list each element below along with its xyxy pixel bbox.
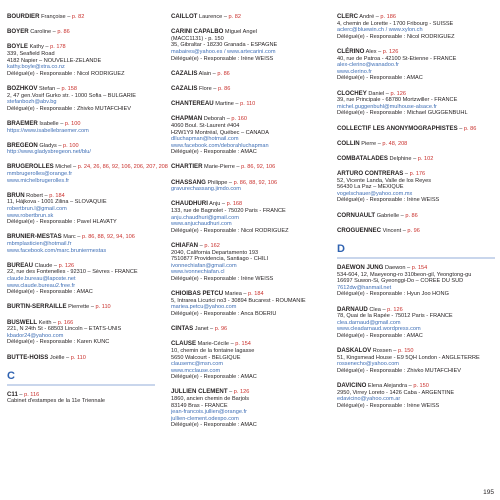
entry-pages: p. 100 xyxy=(63,142,79,149)
entry-detail-line: 11, Hájkova - 1001 Zilina – SLOVAQUIE xyxy=(7,199,107,206)
entry-contact-link[interactable]: claude.bureau@laposte.net xyxy=(7,275,76,282)
entry-given-name: Deborah xyxy=(203,116,226,123)
entry-pages: p. 86, 88, 92, 106 xyxy=(233,179,278,186)
entry-detail-line: 7510877 Providencia, Santiago - CHILI xyxy=(171,256,269,263)
entry-given-name: Delphine xyxy=(389,155,412,162)
entry-detail-line: Délégué(e) - Responsable : AMAC xyxy=(7,289,93,296)
entry-detail-line: 5, Intrarea Licurici no3 - 30894 Bucarest - ROUMANIE xyxy=(171,297,306,304)
entry-surname: BUSWELL xyxy=(7,318,38,326)
entry-contact-link[interactable]: dlluchapman@hotmail.com xyxy=(171,136,239,143)
entry-heading: BRUN Robert – p. 184 xyxy=(7,191,65,199)
entry-pages: p. 116 xyxy=(24,391,40,398)
entry-surname: COLLECTIF LES ANONYMOGRAPHISTES xyxy=(337,124,458,132)
entry-given-name: Philippe xyxy=(207,179,228,186)
entry-pages: p. 184 xyxy=(49,192,65,199)
index-entry xyxy=(7,86,155,112)
entry-detail-line: 4, chemin de Lorette - 1700 Fribourg - SUISSE xyxy=(337,20,454,27)
entry-heading: BUSWELL Keith – p. 166 xyxy=(7,318,74,326)
index-entry xyxy=(7,14,155,21)
entry-pages: p. 126 xyxy=(382,48,399,55)
index-entry xyxy=(7,121,155,134)
entry-given-name: Françoise xyxy=(41,14,66,20)
entry-detail-line: Délégué(e) - Responsable : Hyun Joo HONG xyxy=(337,291,449,298)
entry-pages: p. 86 xyxy=(405,212,418,219)
entry-heading: BUTTE-HOISS Joëlle – p. 110 xyxy=(7,353,86,361)
entry-surname: DAEWON JUNG xyxy=(337,264,384,271)
entry-surname: DARNAUD xyxy=(337,305,368,313)
entry-surname: DAVICINO xyxy=(337,382,367,390)
entry-contact-link[interactable]: clea.darnaud@gmail.com xyxy=(337,319,401,326)
entry-given-name: Claude xyxy=(34,262,53,269)
entry-detail-line: Délégué(e) - Responsable : AMAC xyxy=(337,332,423,339)
entry-contact-link[interactable]: kbador24@yahoo.com xyxy=(7,332,64,339)
entry-pages: p. 154 xyxy=(411,265,428,271)
entry-surname: DASKALOV xyxy=(337,347,372,355)
entry-given-name: Michel xyxy=(55,164,72,171)
entry-contact-link[interactable]: ivonnechiafan@gmail.com xyxy=(171,262,237,269)
section-divider xyxy=(337,257,495,259)
entry-heading: BOYLE Kathy – p. 178 xyxy=(7,43,66,51)
entry-heading: BRUNIER-MESTAS Marc – p. 86, 88, 92, 94, 106 xyxy=(7,233,135,241)
entry-contact-link[interactable]: mariea.petcu@yahoo.com xyxy=(171,304,237,311)
entry-pages: p. 24, 26, 86, 92, 106, 206, 207, 208 xyxy=(77,164,168,171)
index-entry xyxy=(337,141,495,148)
entry-heading: COLLIN Pierre – p. 48, 208 xyxy=(337,139,408,147)
entry-surname: ARTURO CONTRERAS xyxy=(337,170,404,178)
entry-detail-line: Délégué(e) - Responsable : AMAC xyxy=(171,149,257,156)
entry-pages: p. 96 xyxy=(214,326,228,333)
entry-surname: BOURDIER xyxy=(7,13,40,20)
entry-contact-link[interactable]: stefanbozh@abv.bg xyxy=(7,99,57,106)
entry-contact-link[interactable]: gravurechassang.jimdo.com xyxy=(171,186,241,193)
entry-pages: p. 86, 88, 92, 94, 106 xyxy=(81,234,135,241)
index-entry xyxy=(7,320,155,346)
entry-contact-link[interactable]: www.robertbrun.sk xyxy=(7,212,54,219)
entry-surname: BRUN xyxy=(7,191,25,199)
entry-heading: BURTIN-SERRAILLE Pierrette – p. 110 xyxy=(7,303,111,311)
section-letter: D xyxy=(337,243,345,255)
entry-contact-link[interactable]: www.claude.bureau2.free.fr xyxy=(7,282,76,289)
entry-pages: p. 110 xyxy=(70,354,86,361)
entry-heading: BRUGEROLLES Michel – p. 24, 26, 86, 92, 106, 206, 207, 208 xyxy=(7,163,168,171)
entry-detail-line: 83149 Bras - FRANCE xyxy=(171,402,228,409)
index-entry xyxy=(7,44,155,77)
entry-surname: CORNUAULT xyxy=(337,211,376,219)
entry-detail-line: 4060 Boul. St-Laurent #404 xyxy=(171,122,240,129)
entry-heading: CORNUAULT Gabrielle – p. 86 xyxy=(337,211,418,219)
entry-surname: CAZALIS xyxy=(171,84,198,92)
entry-detail-line: Délégué(e) - Responsable : Nicol RODRIGUEZ xyxy=(171,227,289,234)
entry-detail-line: Délégué(e) - Responsable : Irène WEISS xyxy=(171,55,274,62)
entry-detail-line: 5650 Walcourt - BELGIQUE xyxy=(171,354,241,361)
entry-detail-line: 2, 47 gen.Vosif Gurko str. - 1000 Sofia – BULGARIE xyxy=(7,92,137,99)
entry-pages: p. 178 xyxy=(50,44,66,51)
entry-heading: DASKALOV Rossen – p. 150 xyxy=(337,347,414,355)
entry-surname: BRUNIER-MESTAS xyxy=(7,233,62,241)
entry-heading: CLOCHEY Daniel – p. 126 xyxy=(337,89,407,97)
index-entry xyxy=(7,392,155,405)
entry-surname: BOZHKOV xyxy=(7,84,38,92)
entry-detail-line: Délégué(e) - Responsable : Zhivko MUTAFCHIEV xyxy=(337,367,461,374)
entry-detail-line: Délégué(e) - Responsable : Irène WEISS xyxy=(337,197,440,204)
entry-contact-link[interactable]: www.facebook.com/marc.bruniermestas xyxy=(7,247,107,254)
entry-pages: p. 126 xyxy=(233,389,250,396)
entry-surname: CHAPMAN xyxy=(171,115,203,123)
entry-given-name: Marc xyxy=(63,234,76,241)
entry-pages: p. 166 xyxy=(57,319,74,326)
entry-surname: CROGUENNEC xyxy=(337,226,382,234)
entry-contact-link[interactable]: www.anjuchaudhuri.com xyxy=(171,221,232,228)
entry-surname: CARINI CAPALBO xyxy=(171,28,224,36)
entry-contact-link[interactable]: www.michelbrugerolles.fr xyxy=(7,177,70,184)
entry-detail-line: 4182 Napier – NOUVELLE-ZÉLANDE xyxy=(7,57,102,64)
entry-detail-line: 22, rue des Fontenelles - 92310 – Sèvres - FRANCE xyxy=(7,269,138,276)
entry-contact-link[interactable]: jullien-clement.odexpo.com xyxy=(171,415,239,422)
entry-given-name: Martine xyxy=(215,101,234,108)
entry-contact-link[interactable]: anju.chaudhuri@gmail.com xyxy=(171,214,239,221)
index-entry xyxy=(337,171,495,204)
entry-given-name: Joëlle xyxy=(49,354,65,361)
entry-pages: p. 126 xyxy=(387,306,403,313)
entry-heading: DAEWON JUNG Daewon – p. 154 xyxy=(337,264,428,271)
entry-given-name: Daniel xyxy=(368,90,385,97)
entry-surname: CHANTEREAU xyxy=(171,100,214,108)
entry-detail-line: 10, chemin de la fontaine lagasse xyxy=(171,347,255,354)
entry-surname: C11 xyxy=(7,390,18,398)
entry-given-name: Janet xyxy=(194,326,209,333)
entry-contact-link[interactable]: mbmplasticien@hotmail.fr xyxy=(7,241,72,247)
entry-given-name: Anju xyxy=(209,201,221,208)
entry-heading: CHAUDHURI Anju – p. 168 xyxy=(171,200,243,208)
index-entry xyxy=(337,49,495,82)
entry-heading: DARNAUD Clea – p. 126 xyxy=(337,305,403,313)
index-entry xyxy=(337,14,495,40)
entry-given-name: Miguel Angel xyxy=(224,29,257,36)
entry-contact-link[interactable]: jean-francois.jullien@orange.fr xyxy=(171,409,247,416)
entry-heading: BOYER Caroline – p. 86 xyxy=(7,28,70,36)
entry-detail-line: 16697 Suwon-Si, Gyeonggi-Do – CORÉE DU SUD xyxy=(337,278,464,285)
entry-surname: BUREAU xyxy=(7,261,34,269)
entry-detail-line: Délégué(e) - Responsable : AMAC xyxy=(337,75,423,82)
entry-pages: p. 126 xyxy=(58,262,75,269)
entry-contact-link[interactable]: alex-clerino@wanadoo.fr xyxy=(337,62,399,69)
entry-detail-line: Délégué(e) - Responsable : Karen KUNC xyxy=(7,339,110,346)
index-entry xyxy=(337,126,495,133)
entry-pages: p. 150 xyxy=(397,348,414,355)
index-entry xyxy=(7,234,155,254)
entry-given-name: Alex xyxy=(365,48,377,55)
entry-surname: CLERC xyxy=(337,13,358,20)
entry-given-name: Mariea xyxy=(224,291,242,298)
index-entry xyxy=(337,383,495,409)
entry-detail-line: 78, Quai de la Rapée - 75012 Paris - FRANCE xyxy=(337,313,453,320)
index-entry xyxy=(337,265,495,298)
entry-heading: CHAPMAN Deborah – p. 160 xyxy=(171,115,247,123)
entry-pages: p. 150 xyxy=(413,383,429,390)
index-entry xyxy=(7,263,155,296)
index-entry xyxy=(337,213,495,220)
entry-contact-link[interactable]: https://www.isabellebraemer.com xyxy=(7,127,89,134)
entry-detail-line: 534-604, 12, Maeyeong-ro 310beon-gil, Yeongtong-gu xyxy=(337,271,472,278)
entry-surname: BOYLE xyxy=(7,43,28,51)
entry-surname: COLLIN xyxy=(337,139,360,147)
index-column-2 xyxy=(171,14,319,438)
entry-detail-line: 2040, California Departamento 193 xyxy=(171,249,259,256)
entry-pages: p. 96 xyxy=(407,227,420,234)
entry-pages: p. 86 xyxy=(217,70,230,77)
entry-given-name: André xyxy=(359,14,375,20)
entry-pages: p. 160 xyxy=(231,116,247,123)
entry-pages: p. 154 xyxy=(235,341,251,348)
entry-heading: BOURDIER Françoise – p. 82 xyxy=(7,13,85,20)
entry-detail-line: 133, rue de Bagnolet - 75020 Paris - FRANCE xyxy=(171,208,286,215)
entry-detail-line: 40, rue de Patroa - 42100 St-Étienne - FRANCE xyxy=(337,55,457,62)
entry-detail-line: 35, Gibraltar - 18230 Granada - ESPAGNE xyxy=(171,42,278,49)
index-entry xyxy=(337,156,495,163)
entry-given-name: Daewon xyxy=(384,265,406,271)
entry-given-name: Pierrette xyxy=(68,304,90,311)
entry-given-name: Marie-Pierre xyxy=(204,164,235,171)
entry-detail-line: 51, Kingsmead House - E9 5QH London - ANGLETERRE xyxy=(337,354,480,361)
entry-surname: BRUGEROLLES xyxy=(7,163,54,171)
entry-detail-line: H2W1Y9 Montréal, Québec – CANADA xyxy=(171,129,269,136)
index-entry xyxy=(337,348,495,374)
entry-heading: ARTURO CONTRERAS – p. 176 xyxy=(337,170,426,178)
entry-detail-line: Délégué(e) - Responsable : Zhivko MUTAFCHIEV xyxy=(7,105,131,112)
index-entry xyxy=(171,14,319,21)
entry-contact-link[interactable]: mmbrugerolles@orange.fr xyxy=(7,171,73,178)
index-entry xyxy=(171,389,319,429)
entry-given-name: Vincent xyxy=(382,227,402,234)
entry-contact-link[interactable]: www.cleadarnaud.wordpress.com xyxy=(337,326,421,333)
entry-surname: CHIOIBAS PETCU xyxy=(171,290,224,298)
entry-heading: BREGEON Gladys – p. 100 xyxy=(7,141,79,149)
index-entry xyxy=(171,86,319,93)
index-entry xyxy=(7,193,155,226)
entry-surname: COMBATALADES xyxy=(337,154,388,162)
entry-heading xyxy=(171,29,319,36)
entry-heading: BOZHKOV Stefan – p. 158 xyxy=(7,84,78,92)
entry-contact-link[interactable]: clausemc@msn.com xyxy=(171,361,223,368)
entry-detail-line: Délégué(e) - Responsable : Pavel HLAVATÝ xyxy=(7,219,117,226)
index-entry xyxy=(7,304,155,311)
entry-surname: CHASSANG xyxy=(171,178,206,186)
page-number: 195 xyxy=(483,489,494,496)
entry-detail-line: Cabinet d'estampes de la 11e Triennale xyxy=(7,398,105,405)
entry-surname: BREGEON xyxy=(7,141,38,149)
index-entry xyxy=(7,355,155,362)
entry-detail-line: Délégué(e) - Responsable : Nicol RODRIGUEZ xyxy=(7,70,125,77)
entry-pages: p. 110 xyxy=(95,304,111,311)
entry-contact-link[interactable]: vogelschauer@yahoo.com.mx xyxy=(337,190,413,197)
entry-heading: CLERC André – p. 186 xyxy=(337,13,396,20)
entry-given-name: Keith xyxy=(38,319,52,326)
entry-detail-line: 221, N 24th St - 68503 Lincoln – ÉTATS-UNIS xyxy=(7,326,122,333)
entry-contact-link[interactable]: aclerc@bluewin.ch / www.xylon.ch xyxy=(337,27,423,34)
entry-pages: p. 126 xyxy=(390,90,407,97)
entry-heading: CLAUSE Marie-Cécile – p. 154 xyxy=(171,340,251,348)
index-entry xyxy=(337,91,495,117)
entry-given-name: Flore xyxy=(198,85,212,92)
index-entry xyxy=(171,101,319,108)
entry-given-name: Gabrielle xyxy=(376,212,400,219)
entry-heading: CAZALIS Flore – p. 86 xyxy=(171,84,231,92)
entry-surname: CHAUDHURI xyxy=(171,200,208,208)
entry-surname: CLAUSE xyxy=(171,340,197,348)
index-entry xyxy=(171,326,319,333)
entry-surname: BUTTE-HOISS xyxy=(7,353,49,361)
index-entry xyxy=(171,201,319,234)
section-divider xyxy=(7,384,155,386)
entry-heading: CHARTIER Marie-Pierre – p. 86, 92, 106 xyxy=(171,163,276,171)
entry-heading: DAVICINO Elena Alejandra – p. 150 xyxy=(337,382,429,390)
entry-heading: CHASSANG Philippe – p. 86, 88, 92, 106 xyxy=(171,178,278,186)
entry-contact-link[interactable]: www.ivonnechiafan.cl xyxy=(171,269,225,276)
entry-surname: BURTIN-SERRAILLE xyxy=(7,303,67,311)
index-entry xyxy=(7,163,168,184)
entry-given-name: Rossen xyxy=(372,348,392,355)
index-entry xyxy=(171,164,319,171)
entry-contact-link[interactable]: michel.guggenbuhl@mulhouse-alsace.fr xyxy=(337,103,437,110)
entry-heading: JULLIEN CLEMENT – p. 126 xyxy=(171,388,250,396)
entry-pages: p. 86 xyxy=(463,125,477,132)
entry-given-name: Caroline xyxy=(30,29,52,36)
entry-pages: p. 102 xyxy=(417,155,434,162)
entry-contact-link[interactable]: edavicino@yahoo.com.ar xyxy=(337,396,401,403)
entry-pages: p. 186 xyxy=(380,14,396,20)
entry-surname: CLÉRINO xyxy=(337,47,365,55)
entry-given-name: Stefan xyxy=(39,85,56,92)
index-entry xyxy=(7,143,155,156)
entry-heading: CHANTEREAU Martine – p. 110 xyxy=(171,100,256,108)
entry-pages: p. 176 xyxy=(409,171,426,178)
entry-contact-link[interactable]: mabaires@yahoo.es / www.artecarini.com xyxy=(171,48,276,55)
entry-given-name: Kathy xyxy=(29,44,44,51)
index-entry xyxy=(171,341,319,381)
entry-heading: COLLECTIF LES ANONYMOGRAPHISTES – p. 86 xyxy=(337,124,477,132)
entry-heading: CAILLOT Laurence – p. 82 xyxy=(171,13,241,20)
entry-pages: p. 162 xyxy=(204,243,220,249)
entry-given-name: Gladys xyxy=(39,142,57,149)
entry-contact-link[interactable]: www.clerino.fr xyxy=(337,68,372,75)
entry-given-name: Laurence xyxy=(198,14,223,20)
entry-pages: p. 184 xyxy=(248,291,264,298)
entry-detail-line: 339, Seafield Road xyxy=(7,50,55,57)
entry-surname: CAZALIS xyxy=(171,69,198,77)
entry-detail-line: Délégué(e) - Responsable : Anca BOERIU xyxy=(171,310,277,317)
entry-heading: BUREAU Claude – p. 126 xyxy=(7,261,75,269)
index-column-1 xyxy=(7,13,168,413)
entry-detail-line: 56430 La Paz – MEXIQUE xyxy=(337,184,404,191)
entry-contact-link[interactable]: 7612dw@hanmail.net xyxy=(337,284,392,291)
index-entry xyxy=(171,116,319,156)
entry-contact-link[interactable]: rossenecho@yahoo.com xyxy=(337,361,399,368)
index-column-3 xyxy=(337,14,495,418)
entry-given-name: Robert xyxy=(26,192,43,199)
entry-given-name: Clea xyxy=(369,306,381,313)
entry-detail-line: Délégué(e) - Responsable : Nicol RODRIGUEZ xyxy=(337,33,455,40)
index-entry xyxy=(171,71,319,78)
entry-surname: CAILLOT xyxy=(171,13,198,20)
entry-pages: p. 86 xyxy=(217,85,231,92)
entry-heading: CHIOIBAS PETCU Mariea – p. 184 xyxy=(171,290,264,298)
entry-given-name: Isabelle xyxy=(39,120,59,127)
entry-pages: p. 86 xyxy=(57,29,70,36)
entry-surname: CHARTIER xyxy=(171,163,203,171)
entry-surname: CINTAS xyxy=(171,325,194,333)
section-letter: C xyxy=(7,369,15,382)
entry-given-name: Elena Alejandra xyxy=(367,383,408,390)
entry-pages: p. 82 xyxy=(228,14,241,20)
entry-detail-line: Délégué(e) - Responsable : Michael GUGGENBUHL xyxy=(337,110,468,117)
entry-heading: COMBATALADES Delphine – p. 102 xyxy=(337,154,434,162)
entry-contact-link[interactable]: robertbrun.l@gmail.com xyxy=(7,206,67,213)
index-entry xyxy=(337,307,495,340)
entry-detail-line: (MACC1131) - p. 150 xyxy=(171,35,224,42)
entry-contact-link[interactable]: www.mcclause.com xyxy=(171,367,221,374)
entry-surname: CHIAFAN xyxy=(171,242,199,249)
entry-heading: CINTAS Janet – p. 96 xyxy=(171,325,228,333)
entry-pages: p. 48, 208 xyxy=(382,140,408,147)
entry-given-name: Pierre xyxy=(361,140,377,147)
entry-surname: CLOCHEY xyxy=(337,89,367,97)
entry-given-name: Marie-Cécile xyxy=(197,341,230,348)
entry-pages: p. 110 xyxy=(240,101,256,108)
index-entry xyxy=(171,291,319,317)
entry-pages: p. 168 xyxy=(226,201,243,208)
index-entry xyxy=(171,29,319,62)
entry-detail-line: Délégué(e) - Responsable : Irène WEISS xyxy=(171,275,274,282)
entry-heading: CAZALIS Alain – p. 86 xyxy=(171,69,230,77)
entry-heading: CHIAFAN – p. 162 xyxy=(171,242,220,249)
entry-detail-line: Délégué(e) - Responsable : AMAC xyxy=(171,374,257,381)
index-entry xyxy=(7,29,155,36)
entry-surname: BOYER xyxy=(7,28,29,36)
entry-detail-line: 2950, Virrey Loreto - 1426 Caba - ARGENTINE xyxy=(337,389,455,396)
entry-pages: p. 86, 92, 106 xyxy=(241,164,276,171)
entry-pages: p. 158 xyxy=(61,85,78,92)
entry-pages: p. 100 xyxy=(64,120,81,127)
entry-detail-line: Délégué(e) - Responsable : AMAC xyxy=(171,422,257,429)
entry-heading: BRAEMER Isabelle – p. 100 xyxy=(7,119,81,127)
entry-surname: BRAEMER xyxy=(7,119,38,127)
entry-heading: CROGUENNEC Vincent – p. 96 xyxy=(337,226,420,234)
entry-detail-line: 39, rue Principale - 68780 Mortzwiller - FRANCE xyxy=(337,97,458,104)
entry-contact-link[interactable]: www.facebook.com/deborahluchapman xyxy=(171,142,269,149)
entry-detail-line: 52, Vicente Landa, Valle de los Reyes xyxy=(337,177,432,184)
index-entry xyxy=(171,180,319,193)
index-entry xyxy=(171,243,319,283)
entry-pages: p. 82 xyxy=(71,14,85,20)
entry-detail-line: Délégué(e) - Responsable : Irène WEISS xyxy=(337,402,440,409)
entry-detail-line: 1860, ancien chemin de Barjols xyxy=(171,396,250,403)
entry-surname: JULLIEN CLEMENT xyxy=(171,388,228,396)
index-entry xyxy=(337,228,495,235)
entry-given-name: Alain xyxy=(198,70,212,77)
entry-contact-link[interactable]: http://www.gladysbregeon.net/blu/ xyxy=(7,149,91,156)
entry-heading: CLÉRINO Alex – p. 126 xyxy=(337,47,399,55)
entry-heading: C11 – p. 116 xyxy=(7,390,40,398)
entry-contact-link[interactable]: kathy.boyle@xtra.co.nz xyxy=(7,64,65,71)
